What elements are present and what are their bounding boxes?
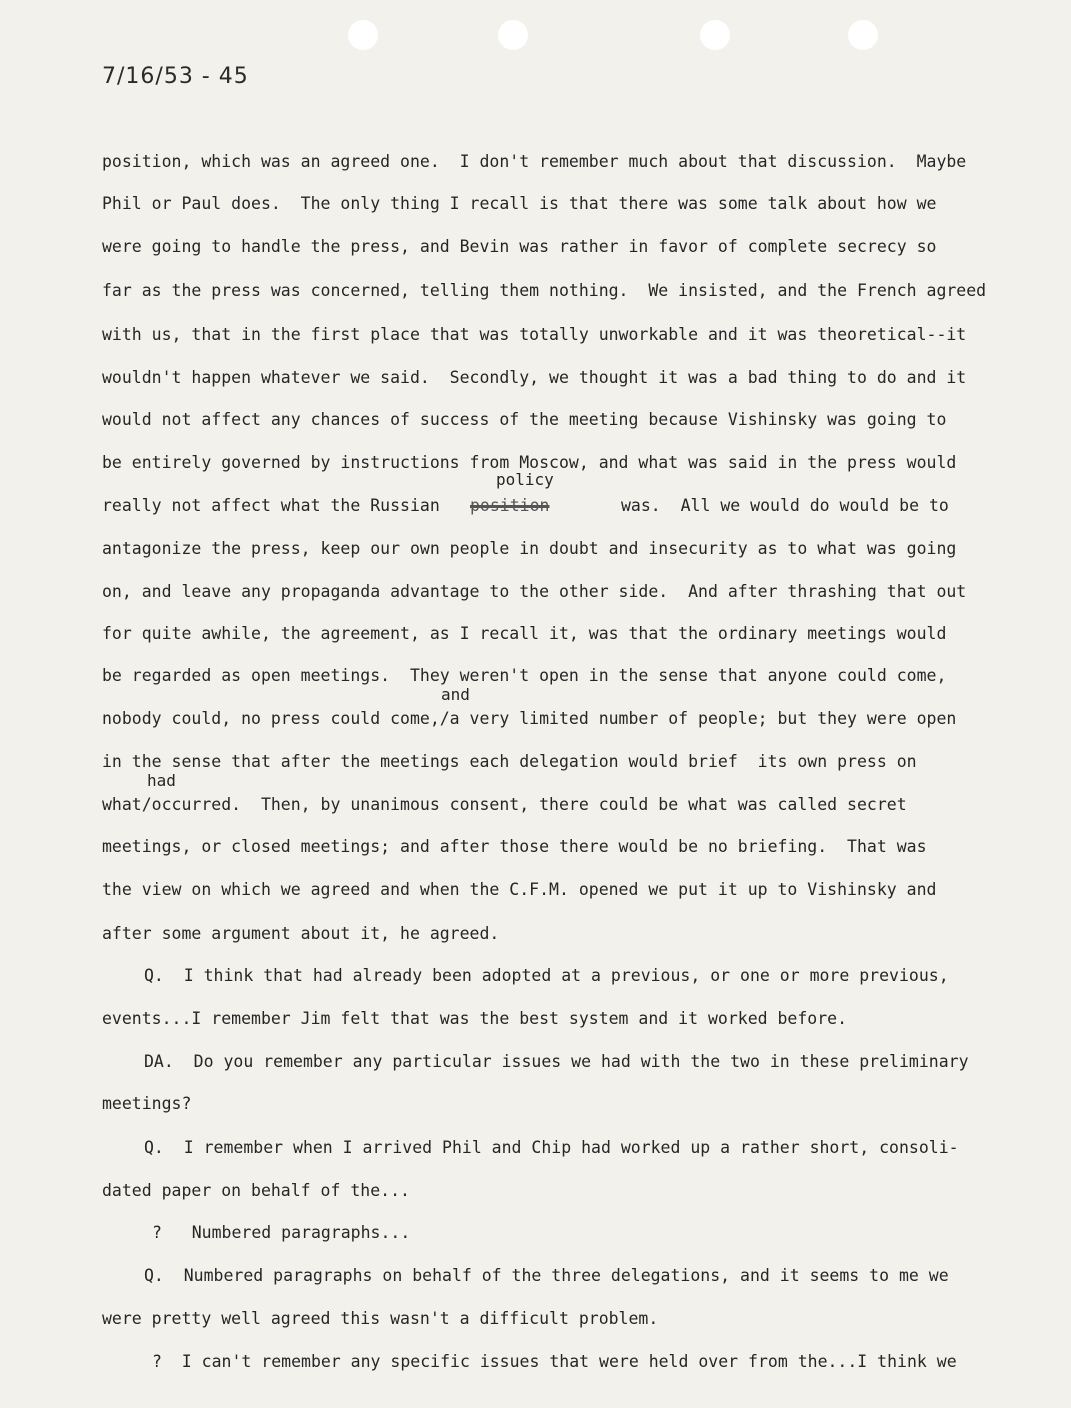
text-line-11: on, and leave any propaganda advantage to the other side. And after thrashing that out <box>102 582 967 601</box>
text-line-1: position, which was an agreed one. I don't remember much about that discussion. Maybe <box>102 152 967 171</box>
punch-hole-1 <box>348 20 378 50</box>
text-line-9b: was. All we would do would be to <box>621 496 949 515</box>
text-line-25: dated paper on behalf of the... <box>102 1181 410 1200</box>
text-line-14: nobody could, no press could come,/a very limited number of people; but they were open <box>102 709 957 728</box>
text-line-24: Q. I remember when I arrived Phil and Chip had worked up a rather short, consoli- <box>144 1138 959 1157</box>
text-line-6: wouldn't happen whatever we said. Secondly, we thought it was a bad thing to do and it <box>102 368 967 387</box>
text-line-18: the view on which we agreed and when the C.F.M. opened we put it up to Vishinsky and <box>102 880 937 899</box>
insert-and: and <box>441 685 470 704</box>
text-line-22: DA. Do you remember any particular issues we had with the two in these preliminary <box>144 1052 969 1071</box>
text-line-9a: really not affect what the Russian <box>102 496 440 515</box>
insert-had: had <box>147 771 176 790</box>
strikeout-word: position <box>470 496 550 515</box>
text-line-23: meetings? <box>102 1094 192 1113</box>
text-line-17: meetings, or closed meetings; and after those there would be no briefing. That was <box>102 837 927 856</box>
punch-hole-3 <box>700 20 730 50</box>
text-line-7: would not affect any chances of success of the meeting because Vishinsky was going to <box>102 410 947 429</box>
text-line-10: antagonize the press, keep our own people in doubt and insecurity as to what was going <box>102 539 957 558</box>
text-line-8: be entirely governed by instructions from Moscow, and what was said in the press would <box>102 453 957 472</box>
text-line-4: far as the press was concerned, telling them nothing. We insisted, and the French agreed <box>102 281 987 300</box>
text-line-15: in the sense that after the meetings each delegation would brief its own press on <box>102 752 917 771</box>
text-line-27: Q. Numbered paragraphs on behalf of the three delegations, and it seems to me we <box>144 1266 949 1285</box>
text-line-20: Q. I think that had already been adopted at a previous, or one or more previous, <box>144 966 949 985</box>
punch-hole-4 <box>848 20 878 50</box>
text-line-21: events...I remember Jim felt that was the best system and it worked before. <box>102 1009 848 1028</box>
insert-policy: policy <box>496 470 554 489</box>
text-line-5: with us, that in the first place that was totally unworkable and it was theoretical--it <box>102 325 967 344</box>
text-line-12: for quite awhile, the agreement, as I recall it, was that the ordinary meetings would <box>102 624 947 643</box>
page-header: 7/16/53 - 45 <box>102 64 249 89</box>
text-line-28: were pretty well agreed this wasn't a difficult problem. <box>102 1309 659 1328</box>
text-line-13: be regarded as open meetings. They weren't open in the sense that anyone could come, <box>102 666 947 685</box>
text-line-26: ? Numbered paragraphs... <box>152 1223 411 1242</box>
text-line-2: Phil or Paul does. The only thing I recall is that there was some talk about how we <box>102 194 937 213</box>
text-line-3: were going to handle the press, and Bevin was rather in favor of complete secrecy so <box>102 237 937 256</box>
text-line-29: ? I can't remember any specific issues that were held over from the...I think we <box>152 1352 957 1371</box>
text-line-19: after some argument about it, he agreed. <box>102 924 500 943</box>
text-line-16: what/occurred. Then, by unanimous consent, there could be what was called secret <box>102 795 907 814</box>
punch-hole-2 <box>498 20 528 50</box>
